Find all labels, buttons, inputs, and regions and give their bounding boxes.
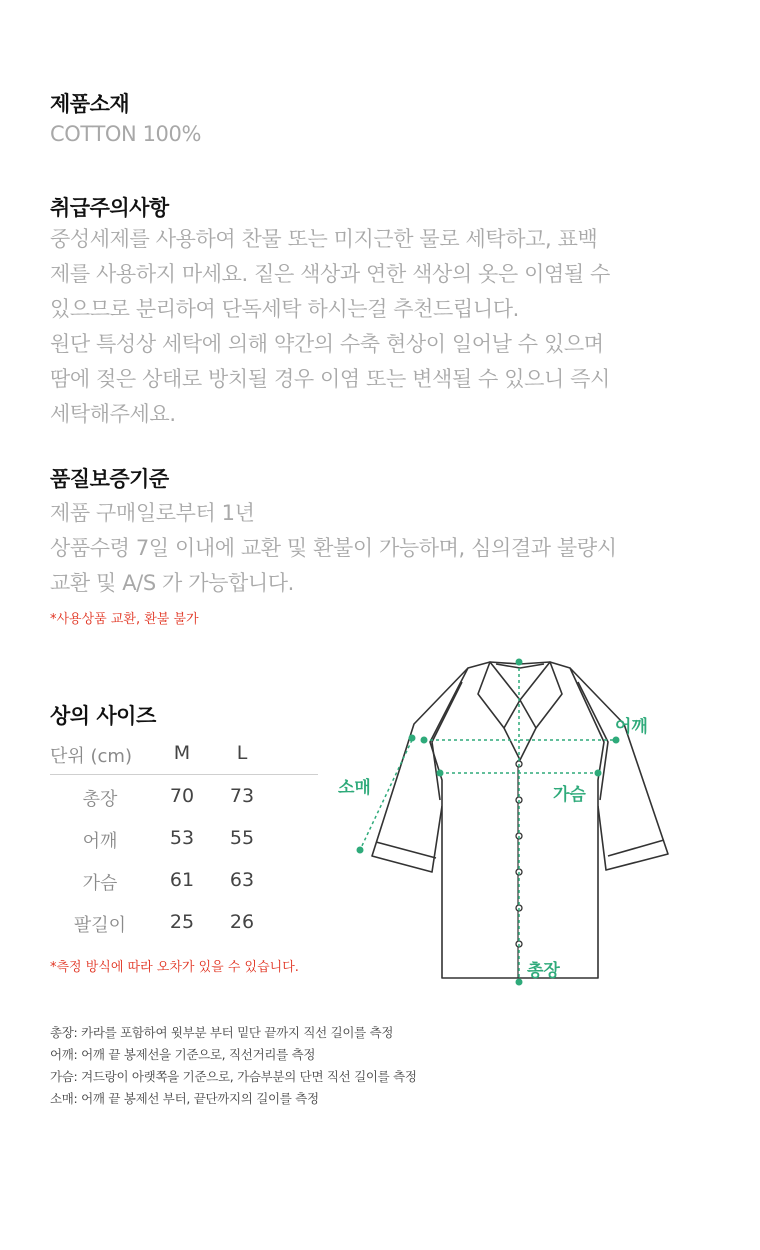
material-title: 제품소재 [50,92,130,116]
cell-m: 70 [169,785,195,807]
note-shoulder: 어깨: 어깨 끝 봉제선을 기준으로, 직선거리를 측정 [50,1047,316,1062]
cell-l: 73 [229,785,255,807]
cell-m: 53 [169,827,195,849]
measure-dot [613,737,620,744]
body-outline [430,662,604,978]
note-length: 총장: 카라를 포함하여 윗부분 부터 밑단 끝까지 직선 길이를 측정 [50,1025,394,1040]
care-body: 중성세제를 사용하여 찬물 또는 미지근한 물로 세탁하고, 표백 제를 사용하지 마세요. 짙은 색상과 연한 색상의 옷은 이염될 수 있으므로 분리하여 단독세탁 하시는걸 추천드립니다. 원단 특성상 세탁에 의해 약간의 수축 현상이 일어날 수 있으며 땀에 젖은 상태로 방치될 경우 이염 또는 변색될 수 있으니 즉시 세탁해주세요. [50,227,610,426]
measure-dot [357,847,364,854]
row-label: 총장 [82,789,118,810]
measure-dot [421,737,428,744]
row-label: 팔길이 [73,915,127,936]
shoulder-label: 어깨 [615,717,648,737]
size-title: 상의 사이즈 [50,704,156,728]
sleeve-label: 소매 [338,778,371,798]
unit-label: 단위 (cm) [50,746,132,767]
measure-dot [595,770,602,777]
note-sleeve: 소매: 어깨 끝 봉제선 부터, 끝단까지의 길이를 측정 [50,1091,319,1106]
cell-m: 61 [169,869,195,891]
row-label: 어깨 [82,831,118,852]
measure-dot [409,735,416,742]
care-title: 취급주의사항 [50,196,169,220]
cell-l: 55 [229,827,255,849]
row-label: 가슴 [82,873,118,894]
cell-m: 25 [169,911,195,933]
material-body: COTTON 100% [50,122,202,146]
quality-title: 품질보증기준 [50,467,169,491]
measure-dot [437,770,444,777]
size-note: *측정 방식에 따라 오차가 있을 수 있습니다. [50,960,299,975]
measure-dot [516,659,523,666]
cell-l: 63 [229,869,255,891]
note-chest: 가슴: 겨드랑이 아랫쪽을 기준으로, 가슴부분의 단면 직선 길이를 측정 [50,1069,417,1084]
measure-dot [516,979,523,986]
quality-body: 제품 구매일로부터 1년 상품수령 7일 이내에 교환 및 환불이 가능하며, 심의결과 불량시 교환 및 A/S 가 가능합니다. [50,501,617,595]
quality-note: *사용상품 교환, 환불 불가 [50,612,199,627]
chest-label: 가슴 [553,785,586,805]
cell-l: 26 [229,911,255,933]
col-m-header: M [173,742,191,764]
col-l-header: L [236,742,248,764]
length-label: 총장 [527,961,560,981]
